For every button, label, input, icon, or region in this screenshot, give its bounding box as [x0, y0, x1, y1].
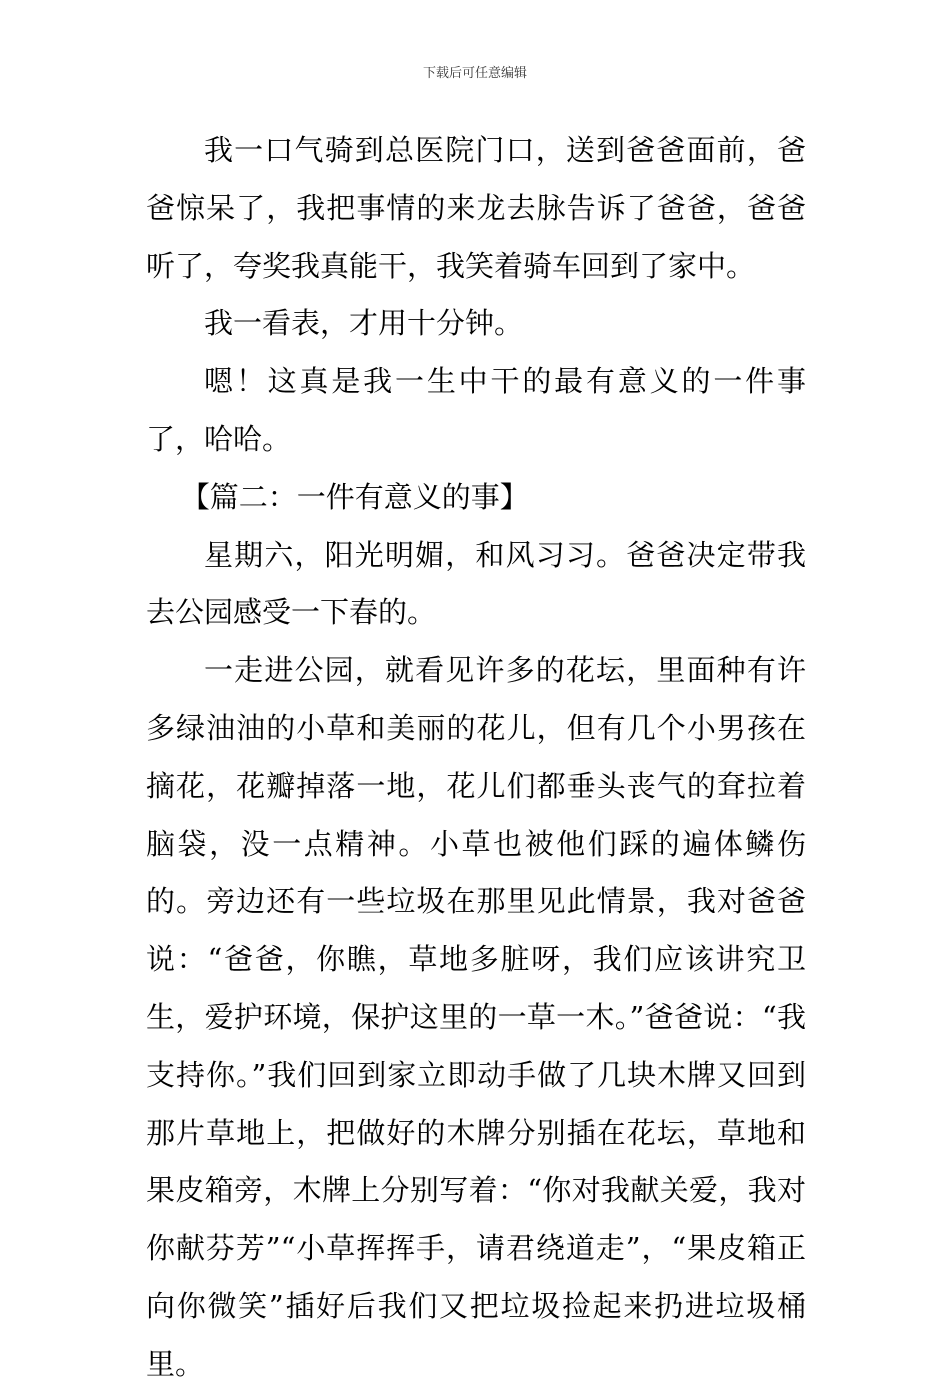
section-heading: 【篇二：一件有意义的事】	[180, 479, 529, 514]
paragraph-3: 嗯！这真是我一生中干的最有意义的一件事了，哈哈。	[146, 364, 806, 456]
paragraph-2: 我一看表，才用十分钟。	[204, 306, 524, 341]
paragraph-5: 一走进公园，就看见许多的花坛，里面种有许多绿油油的小草和美丽的花儿，但有几个小男孩在摘花，花瓣掉落一地，花儿们都垂头丧气的耷拉着脑袋，没一点精神。小草也被他们踩的遍体鳞伤的。旁边还有一些垃圾在那里见此情景，我对爸爸说：“爸爸，你瞧，草地多脏呀，我们应该讲究卫生，爱护环境，保护这里的一草一木。”爸爸说：“我支持你。”我们回到家立即动手做了几块木牌又回到那片草地上，把做好的木牌分别插在花坛，草地和果皮箱旁，木牌上分别写着：“你对我献关爱，我对你献芬芳”“小草挥挥手，请君绕道走”，“果皮箱正向你微笑”插好后我们又把垃圾捡起来扔进垃圾桶里。	[146, 653, 806, 1381]
paragraph-4: 星期六，阳光明媚，和风习习。爸爸决定带我去公园感受一下春的。	[146, 537, 806, 630]
page-header: 下载后可任意编辑	[422, 66, 527, 81]
paragraph-1: 我一口气骑到总医院门口，送到爸爸面前，爸爸惊呆了，我把事情的来龙去脉告诉了爸爸，爸爸听了，夸奖我真能干，我笑着骑车回到了家中。	[146, 133, 806, 283]
document-body	[146, 122, 806, 1394]
